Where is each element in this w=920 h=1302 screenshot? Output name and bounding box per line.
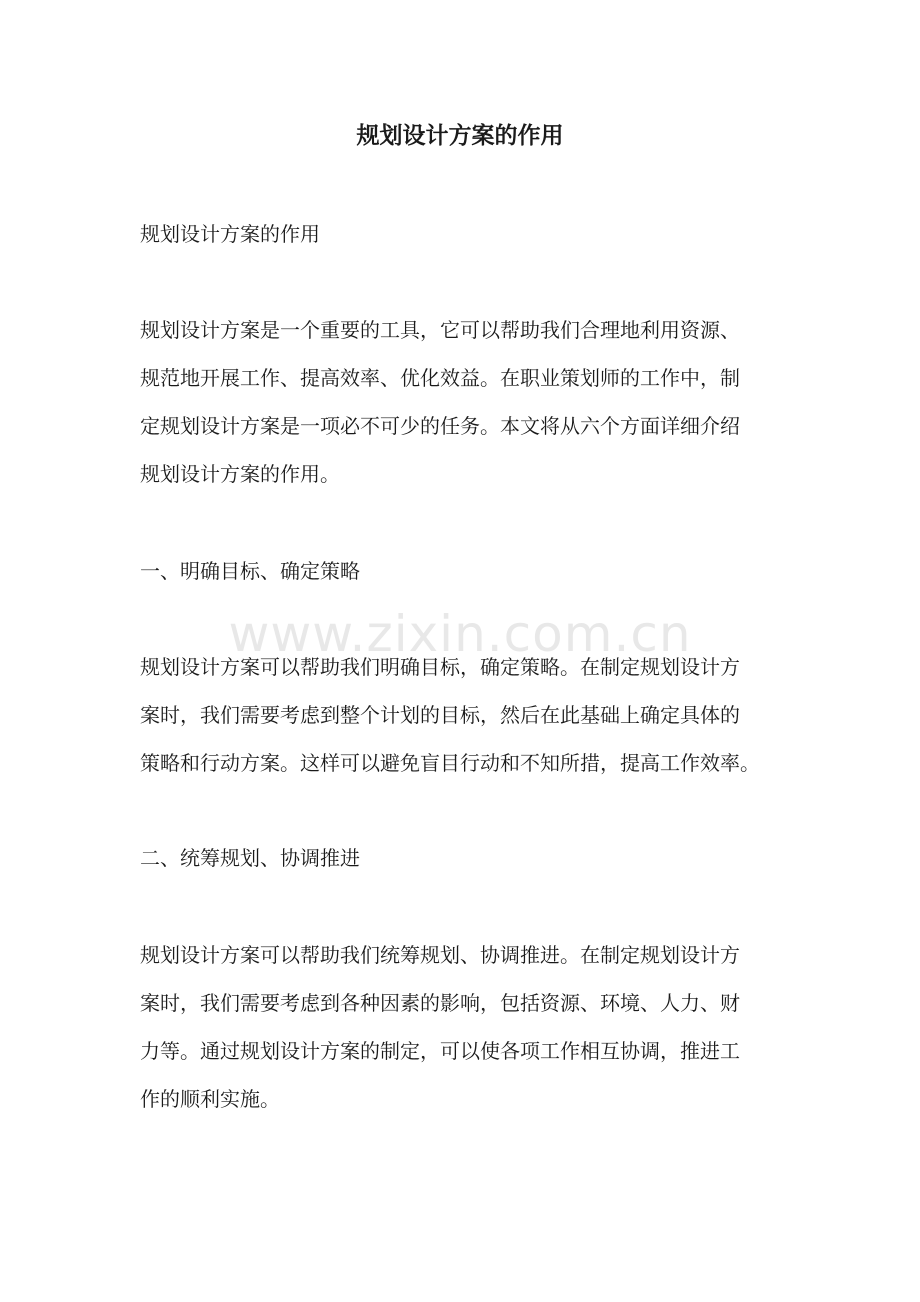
watermark-text: www.zixin.com.cn bbox=[228, 605, 692, 663]
paragraph-line: 案时，我们需要考虑到各种因素的影响，包括资源、环境、人力、财 bbox=[140, 991, 740, 1015]
paragraph-line: 规划设计方案是一个重要的工具，它可以帮助我们合理地利用资源、 bbox=[140, 318, 740, 342]
paragraph-line: 规划设计方案的作用。 bbox=[140, 462, 340, 486]
document-subtitle: 规划设计方案的作用 bbox=[140, 222, 320, 246]
paragraph-line: 案时，我们需要考虑到整个计划的目标，然后在此基础上确定具体的 bbox=[140, 703, 740, 727]
paragraph-line: 规范地开展工作、提高效率、优化效益。在职业策划师的工作中，制 bbox=[140, 366, 740, 390]
intro-paragraph bbox=[140, 306, 800, 498]
paragraph-line: 作的顺利实施。 bbox=[140, 1087, 280, 1111]
section-paragraph-1 bbox=[140, 643, 800, 787]
paragraph-line: 规划设计方案可以帮助我们明确目标，确定策略。在制定规划设计方 bbox=[140, 655, 740, 679]
document-title: 规划设计方案的作用 bbox=[356, 122, 564, 149]
paragraph-line: 定规划设计方案是一项必不可少的任务。本文将从六个方面详细介绍 bbox=[140, 414, 740, 438]
paragraph-line: 规划设计方案可以帮助我们统筹规划、协调推进。在制定规划设计方 bbox=[140, 943, 740, 967]
paragraph-line: 策略和行动方案。这样可以避免盲目行动和不知所措，提高工作效率。 bbox=[140, 751, 760, 775]
section-heading-1: 一、明确目标、确定策略 bbox=[140, 559, 360, 583]
paragraph-line: 力等。通过规划设计方案的制定，可以使各项工作相互协调，推进工 bbox=[140, 1039, 740, 1063]
section-heading-2: 二、统筹规划、协调推进 bbox=[140, 846, 360, 870]
section-paragraph-2 bbox=[140, 931, 800, 1123]
